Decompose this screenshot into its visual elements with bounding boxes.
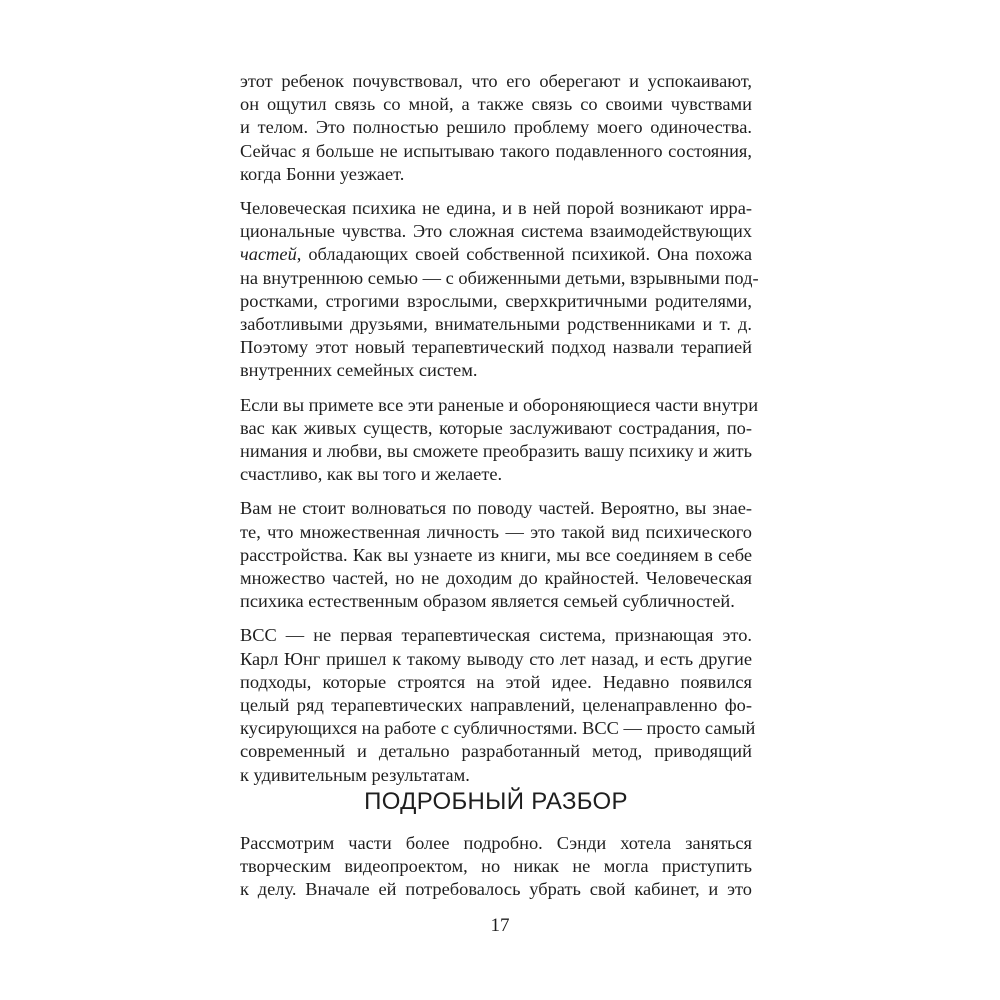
text-line: современный и детально разработанный метод, приводящий [240,741,752,762]
paragraph-2 [240,197,759,383]
text-line: ВСС — не первая терапевтическая система, признающая это. [240,625,752,646]
text-line: подходы, которые строятся на этой идее. Недавно появился [240,671,752,692]
paragraph-1 [240,70,752,186]
text-line: ростками, строгими взрослыми, сверхкритичными родителями, [240,290,752,311]
text-line: Человеческая психика не едина, и в ней порой возникают ирра- [240,198,752,219]
text-line: к удивительным результатам. [240,764,470,785]
text-line: нимания и любви, вы сможете преобразить вашу психику и жить [240,441,752,462]
text-line: когда Бонни уезжает. [240,163,405,184]
text-line: Сейчас я больше не испытываю такого подавленного состояния, [240,140,752,161]
text-line: множество частей, но не доходим до крайностей. Человеческая [240,568,752,589]
text-line: Поэтому этот новый терапевтический подход назвали терапией [240,337,752,358]
body-text [240,70,759,798]
italic-term: частей [240,244,297,265]
text-line: психика естественным образом является семьей субличностей. [240,591,735,612]
text-line: он ощутил связь со мной, а также связь со своими чувствами [240,94,752,115]
text-line: творческим видеопроектом, но никак не могла приступить [240,856,752,877]
text-line: на внутреннюю семью — с обиженными детьми, взрывными под- [240,267,759,288]
section-body [240,832,752,913]
text-line-with-italic [240,243,752,266]
text-line: Рассмотрим части более подробно. Сэнди хотела заняться [240,833,752,853]
text-line: те, что множественная личность — это такой вид психического [240,521,752,542]
section-paragraph [240,832,752,902]
text-line: этот ребенок почувствовал, что его оберегают и успокаивают, [240,71,752,91]
paragraph-3 [240,394,759,487]
text-line: Карл Юнг пришел к такому выводу сто лет назад, и есть другие [240,648,752,669]
text-line: расстройства. Как вы узнаете из книги, мы все соединяем в себе [240,544,752,565]
text-line: к делу. Вначале ей потребовалось убрать свой кабинет, и это [240,879,752,900]
text-line: кусирующихся на работе с субличностями. ВСС — просто самый [240,718,756,739]
text-line: Если вы примете все эти раненые и обороняющиеся части внутри [240,394,759,415]
paragraph-4 [240,497,752,613]
text-line: внутренних семейных систем. [240,360,478,381]
text-line: Вам не стоит волноваться по поводу частей. Вероятно, вы знае- [240,498,752,519]
text-line: вас как живых существ, которые заслуживают сострадания, по- [240,417,752,438]
text-line: заботливыми друзьями, внимательными родственниками и т. д. [240,314,752,335]
page-number: 17 [490,915,510,936]
paragraph-5 [240,624,756,786]
text-line: счастливо, как вы того и желаете. [240,464,503,485]
text-line: и телом. Это полностью решило проблему моего одиночества. [240,117,752,138]
text-line: циональные чувства. Это сложная система взаимодействующих [240,221,752,242]
text-line-rest: , обладающих своей собственной психикой. Она похожа [296,244,752,265]
section-heading: ПОДРОБНЫЙ РАЗБОР [364,788,628,815]
text-line: целый ряд терапевтических направлений, целенаправленно фо- [240,695,752,716]
